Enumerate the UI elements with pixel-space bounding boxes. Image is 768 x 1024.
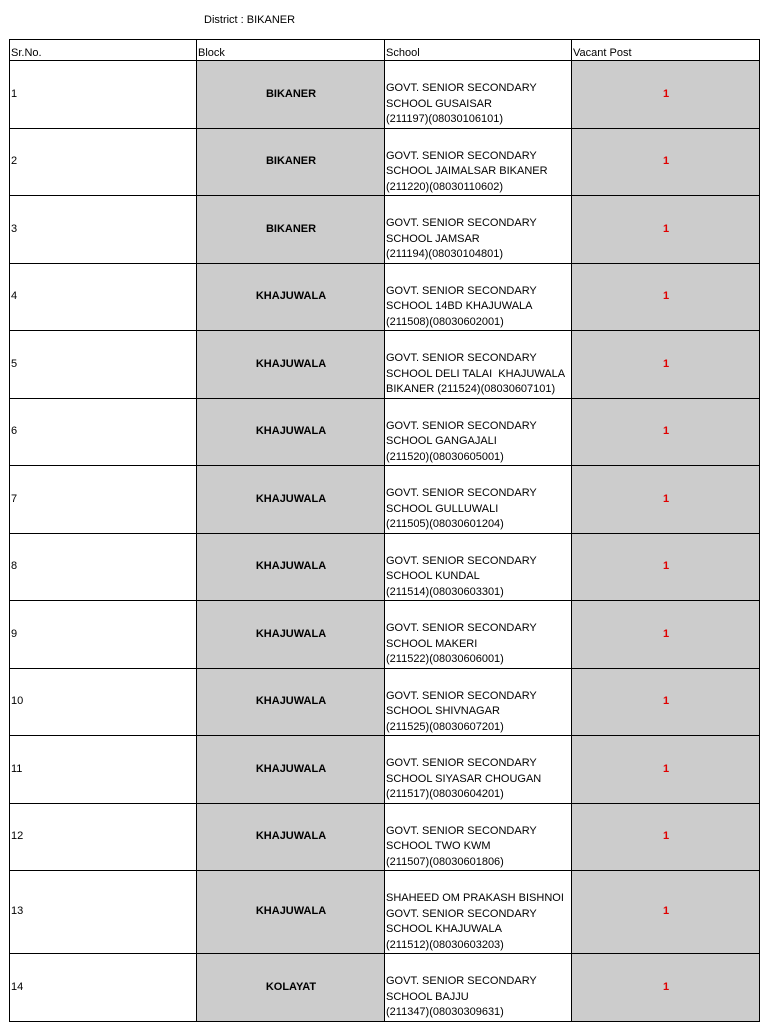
school-name-line: GOVT. SENIOR SECONDARY <box>386 554 537 567</box>
school-name-line: GOVT. SENIOR SECONDARY <box>386 217 537 229</box>
cell-srno: 12 <box>10 803 197 871</box>
cell-vacant-post: 1 <box>572 954 760 1022</box>
cell-school <box>385 128 572 196</box>
cell-vacant-post: 1 <box>572 61 760 129</box>
school-name-line: SCHOOL SHIVNAGAR <box>386 705 500 717</box>
table-row <box>10 398 760 466</box>
cell-vacant-post: 1 <box>572 196 760 264</box>
school-name-line: GOVT. SENIOR SECONDARY <box>386 622 537 634</box>
column-header-vacant-post: Vacant Post <box>572 40 760 61</box>
school-name-line: SCHOOL GANGAJALI <box>386 435 497 447</box>
cell-vacant-post: 1 <box>572 736 760 804</box>
table-row <box>10 128 760 196</box>
school-name-line: (211522)(08030606001) <box>386 653 504 665</box>
cell-vacant-post: 1 <box>572 668 760 736</box>
district-heading: District : BIKANER <box>204 14 296 26</box>
school-name-line: SHAHEED OM PRAKASH BISHNOI <box>386 892 564 904</box>
school-name-line: BIKANER (211524)(08030607101) <box>386 383 556 395</box>
cell-block: KOLAYAT <box>197 954 385 1022</box>
table-row <box>10 736 760 804</box>
table-row <box>10 61 760 129</box>
school-name-line: (211520)(08030605001) <box>386 450 504 463</box>
cell-vacant-post: 1 <box>572 871 760 954</box>
table-row <box>10 466 760 534</box>
cell-block: KHAJUWALA <box>197 736 385 804</box>
school-name-line: SCHOOL JAIMALSAR BIKANER <box>386 165 548 177</box>
school-name-line: (211347)(08030309631) <box>386 1006 504 1018</box>
cell-vacant-post: 1 <box>572 398 760 466</box>
cell-school <box>385 803 572 871</box>
school-name-line: GOVT. SENIOR SECONDARY <box>386 975 537 987</box>
column-header-school: School <box>385 40 572 61</box>
school-name-line: (211508)(08030602001) <box>386 315 504 328</box>
cell-srno: 7 <box>10 466 197 534</box>
school-name-line: SCHOOL SIYASAR CHOUGAN <box>386 772 542 785</box>
cell-block: KHAJUWALA <box>197 466 385 534</box>
cell-srno: 3 <box>10 196 197 264</box>
cell-block: KHAJUWALA <box>197 398 385 466</box>
school-name-line: GOVT. SENIOR SECONDARY <box>386 757 537 769</box>
cell-vacant-post: 1 <box>572 331 760 399</box>
cell-block: BIKANER <box>197 128 385 196</box>
school-name-line: (211525)(08030607201) <box>386 720 504 733</box>
cell-vacant-post: 1 <box>572 533 760 601</box>
cell-block: KHAJUWALA <box>197 803 385 871</box>
cell-srno: 5 <box>10 331 197 399</box>
school-name-line: GOVT. SENIOR SECONDARY <box>386 82 537 94</box>
cell-school <box>385 736 572 804</box>
table-row <box>10 263 760 331</box>
school-name-line: GOVT. SENIOR SECONDARY <box>386 907 537 920</box>
school-name-line: (211505)(08030601204) <box>386 518 504 530</box>
cell-block: BIKANER <box>197 61 385 129</box>
table-row <box>10 871 760 954</box>
cell-srno: 4 <box>10 263 197 331</box>
school-name-line: (211514)(08030603301) <box>386 585 504 598</box>
school-name-line: SCHOOL TWO KWM <box>386 840 491 852</box>
table-row <box>10 803 760 871</box>
school-name-line: SCHOOL KUNDAL <box>386 570 480 582</box>
cell-block: KHAJUWALA <box>197 331 385 399</box>
cell-vacant-post: 1 <box>572 601 760 669</box>
cell-srno: 14 <box>10 954 197 1022</box>
table-row <box>10 668 760 736</box>
table-row <box>10 196 760 264</box>
cell-srno: 2 <box>10 128 197 196</box>
school-name-line: (211197)(08030106101) <box>386 113 504 125</box>
cell-school <box>385 331 572 399</box>
cell-school <box>385 871 572 954</box>
school-name-line: (211517)(08030604201) <box>386 788 504 800</box>
vacancy-table <box>9 39 760 1022</box>
cell-school <box>385 466 572 534</box>
school-name-line: GOVT. SENIOR SECONDARY <box>386 689 537 702</box>
table-row <box>10 331 760 399</box>
cell-school <box>385 61 572 129</box>
cell-block: KHAJUWALA <box>197 601 385 669</box>
school-name-line: GOVT. SENIOR SECONDARY <box>386 284 537 297</box>
table-row <box>10 601 760 669</box>
school-name-line: SCHOOL JAMSAR <box>386 232 480 245</box>
school-name-line: (211220)(08030110602) <box>386 180 504 193</box>
column-header-block: Block <box>197 40 385 61</box>
school-name-line: SCHOOL MAKERI <box>386 637 478 650</box>
school-name-line: SCHOOL DELI TALAI KHAJUWALA <box>386 367 566 380</box>
school-name-line: SCHOOL BAJJU <box>386 990 469 1003</box>
school-name-line: GOVT. SENIOR SECONDARY <box>386 419 537 432</box>
cell-school <box>385 601 572 669</box>
cell-srno: 6 <box>10 398 197 466</box>
table-row <box>10 533 760 601</box>
cell-vacant-post: 1 <box>572 466 760 534</box>
school-name-line: (211194)(08030104801) <box>386 248 504 260</box>
cell-school <box>385 954 572 1022</box>
cell-srno: 9 <box>10 601 197 669</box>
school-name-line: GOVT. SENIOR SECONDARY <box>386 149 537 162</box>
cell-srno: 8 <box>10 533 197 601</box>
school-name-line: GOVT. SENIOR SECONDARY <box>386 824 537 837</box>
cell-school <box>385 668 572 736</box>
cell-block: KHAJUWALA <box>197 533 385 601</box>
cell-vacant-post: 1 <box>572 803 760 871</box>
cell-block: BIKANER <box>197 196 385 264</box>
cell-srno: 10 <box>10 668 197 736</box>
cell-school <box>385 196 572 264</box>
cell-block: KHAJUWALA <box>197 668 385 736</box>
cell-school <box>385 398 572 466</box>
cell-block: KHAJUWALA <box>197 263 385 331</box>
school-name-line: (211512)(08030603203) <box>386 938 504 951</box>
table-row <box>10 954 760 1022</box>
school-name-line: GOVT. SENIOR SECONDARY <box>386 352 537 364</box>
cell-school <box>385 533 572 601</box>
cell-vacant-post: 1 <box>572 128 760 196</box>
cell-srno: 13 <box>10 871 197 954</box>
school-name-line: (211507)(08030601806) <box>386 855 504 868</box>
school-name-line: SCHOOL KHAJUWALA <box>386 923 502 935</box>
school-name-line: GOVT. SENIOR SECONDARY <box>386 487 537 499</box>
table-header-row <box>10 40 760 61</box>
column-header-srno: Sr.No. <box>10 40 197 61</box>
cell-srno: 11 <box>10 736 197 804</box>
cell-vacant-post: 1 <box>572 263 760 331</box>
school-name-line: SCHOOL GULLUWALI <box>386 502 499 515</box>
school-name-line: SCHOOL GUSAISAR <box>386 97 492 110</box>
cell-school <box>385 263 572 331</box>
cell-srno: 1 <box>10 61 197 129</box>
school-name-line: SCHOOL 14BD KHAJUWALA <box>386 300 533 312</box>
table-body <box>10 61 760 1022</box>
cell-block: KHAJUWALA <box>197 871 385 954</box>
